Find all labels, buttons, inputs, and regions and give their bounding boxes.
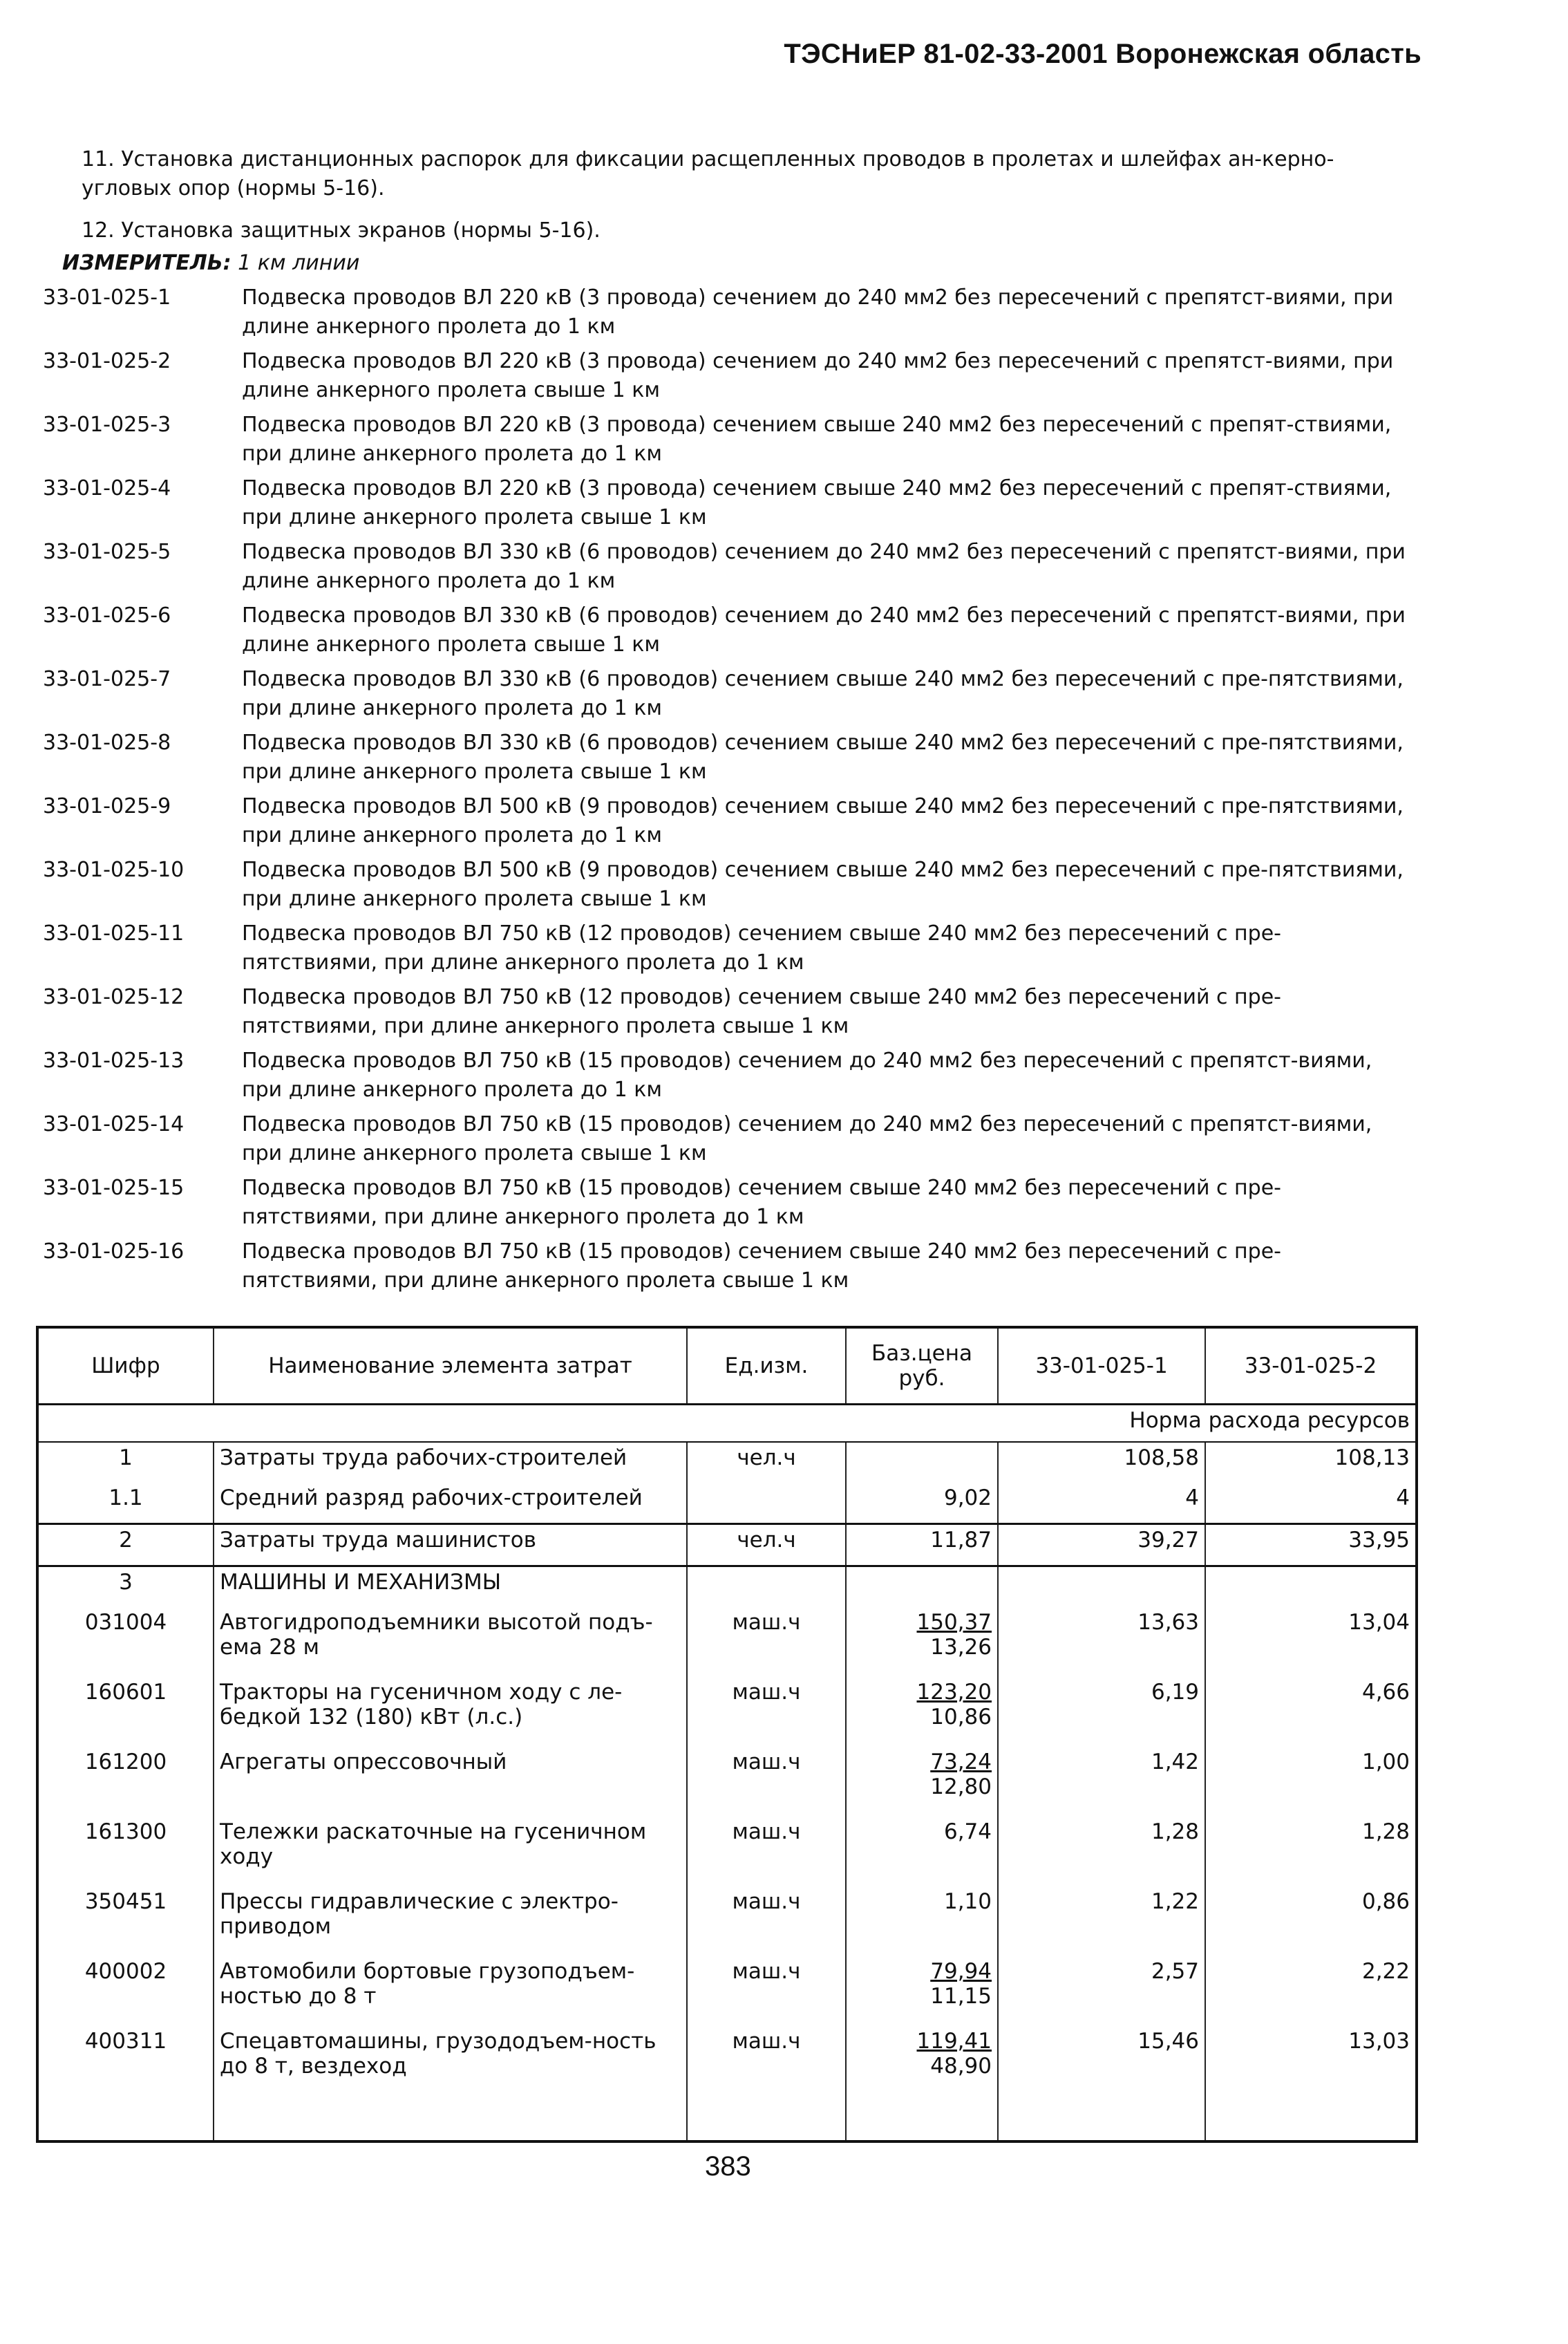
price-current: 119,41 bbox=[916, 2029, 992, 2054]
code-description: Подвеска проводов ВЛ 330 кВ (6 проводов) сечением свыше 240 мм2 без пересечений с пре-пятствиями, при длине анкерного пролета свыше 1 км bbox=[242, 731, 1404, 784]
cell-value-1: 6,19 bbox=[998, 1677, 1205, 1747]
cell-value-2: 108,13 bbox=[1205, 1442, 1417, 1483]
code-item bbox=[43, 347, 1411, 405]
cell-name: Затраты труда машинистов bbox=[214, 1524, 687, 1566]
code-id: 33-01-025-9 bbox=[43, 794, 171, 818]
cell-code: 1.1 bbox=[37, 1483, 214, 1524]
cell-value-2: 4 bbox=[1205, 1483, 1417, 1524]
cell-value-2: 1,28 bbox=[1205, 1817, 1417, 1886]
code-description: Подвеска проводов ВЛ 330 кВ (6 проводов) сечением до 240 мм2 без пересечений с препятст-виями, при длине анкерного пролета свыше 1 км bbox=[242, 603, 1406, 657]
table-filler-row bbox=[37, 2096, 1417, 2141]
page-number: 383 bbox=[705, 2151, 751, 2182]
cell-name: Автомобили бортовые грузоподъем-ностью до 8 т bbox=[214, 1956, 687, 2026]
cell-unit: маш.ч bbox=[687, 1747, 846, 1817]
cell-code: 160601 bbox=[37, 1677, 214, 1747]
cell-code: 031004 bbox=[37, 1607, 214, 1677]
code-item bbox=[43, 1110, 1411, 1168]
filler-cell bbox=[998, 2096, 1205, 2141]
cell-name: Автогидроподъемники высотой подъ-ема 28 м bbox=[214, 1607, 687, 1677]
table-row bbox=[37, 1747, 1417, 1817]
code-item bbox=[43, 1047, 1411, 1105]
code-list bbox=[43, 283, 1411, 1301]
intro-item-12 bbox=[82, 216, 1395, 245]
cell-name: Прессы гидравлические с электро-приводом bbox=[214, 1886, 687, 1956]
norm-row bbox=[37, 1405, 1417, 1443]
table-row bbox=[37, 1817, 1417, 1886]
cell-price bbox=[846, 1566, 998, 1608]
cell-unit: маш.ч bbox=[687, 1817, 846, 1886]
price-base: 6,74 bbox=[943, 1819, 992, 1844]
code-item bbox=[43, 538, 1411, 596]
price-base: 11,15 bbox=[930, 1984, 992, 2009]
cell-code: 161300 bbox=[37, 1817, 214, 1886]
code-item bbox=[43, 411, 1411, 469]
code-id: 33-01-025-5 bbox=[43, 540, 171, 564]
cell-price bbox=[846, 1747, 998, 1817]
cell-code: 400002 bbox=[37, 1956, 214, 2026]
cell-name: Тележки раскаточные на гусеничном ходу bbox=[214, 1817, 687, 1886]
filler-cell bbox=[37, 2096, 214, 2141]
table-row bbox=[37, 1566, 1417, 1608]
cell-price bbox=[846, 1442, 998, 1483]
code-description: Подвеска проводов ВЛ 750 кВ (12 проводов) сечением свыше 240 мм2 без пересечений с пре-пятствиями, при длине анкерного пролета до 1 км bbox=[242, 921, 1281, 975]
code-description: Подвеска проводов ВЛ 500 кВ (9 проводов) сечением свыше 240 мм2 без пересечений с пре-пятствиями, при длине анкерного пролета до 1 км bbox=[242, 794, 1404, 847]
table-header-row bbox=[37, 1327, 1417, 1405]
cell-unit: маш.ч bbox=[687, 1607, 846, 1677]
table-row bbox=[37, 1442, 1417, 1483]
cell-name: МАШИНЫ И МЕХАНИЗМЫ bbox=[214, 1566, 687, 1608]
filler-cell bbox=[214, 2096, 687, 2141]
code-id: 33-01-025-8 bbox=[43, 731, 171, 755]
code-description: Подвеска проводов ВЛ 330 кВ (6 проводов) сечением до 240 мм2 без пересечений с препятст-виями, при длине анкерного пролета до 1 км bbox=[242, 540, 1406, 593]
cell-value-1: 2,57 bbox=[998, 1956, 1205, 2026]
code-description: Подвеска проводов ВЛ 750 кВ (15 проводов) сечением свыше 240 мм2 без пересечений с пре-пятствиями, при длине анкерного пролета до 1 км bbox=[242, 1176, 1281, 1229]
price-base: 12,80 bbox=[930, 1774, 992, 1799]
code-id: 33-01-025-13 bbox=[43, 1049, 185, 1073]
cell-value-1: 15,46 bbox=[998, 2026, 1205, 2096]
header-col-2: 33-01-025-2 bbox=[1205, 1327, 1417, 1405]
code-id: 33-01-025-12 bbox=[43, 985, 185, 1009]
cell-value-2: 2,22 bbox=[1205, 1956, 1417, 2026]
cell-value-1: 1,22 bbox=[998, 1886, 1205, 1956]
code-description: Подвеска проводов ВЛ 750 кВ (15 проводов) сечением свыше 240 мм2 без пересечений с пре-пятствиями, при длине анкерного пролета свыше 1 км bbox=[242, 1239, 1281, 1293]
code-item bbox=[43, 919, 1411, 977]
cell-name: Агрегаты опрессовочный bbox=[214, 1747, 687, 1817]
cell-code: 3 bbox=[37, 1566, 214, 1608]
cell-code: 350451 bbox=[37, 1886, 214, 1956]
code-id: 33-01-025-16 bbox=[43, 1239, 185, 1264]
cell-unit: чел.ч bbox=[687, 1442, 846, 1483]
intro-item-11 bbox=[82, 145, 1395, 203]
code-id: 33-01-025-2 bbox=[43, 349, 171, 373]
code-description: Подвеска проводов ВЛ 750 кВ (15 проводов) сечением до 240 мм2 без пересечений с препятст-виями, при длине анкерного пролета свыше 1 км bbox=[242, 1112, 1372, 1165]
code-id: 33-01-025-3 bbox=[43, 413, 171, 437]
cell-value-2: 4,66 bbox=[1205, 1677, 1417, 1747]
code-id: 33-01-025-10 bbox=[43, 858, 185, 882]
header-code: Шифр bbox=[37, 1327, 214, 1405]
price-base: 9,02 bbox=[943, 1485, 992, 1510]
cell-price bbox=[846, 1886, 998, 1956]
cell-price bbox=[846, 1956, 998, 2026]
code-id: 33-01-025-14 bbox=[43, 1112, 185, 1136]
table-row bbox=[37, 1677, 1417, 1747]
cell-price bbox=[846, 2026, 998, 2096]
cell-unit: маш.ч bbox=[687, 1886, 846, 1956]
filler-cell bbox=[1205, 2096, 1417, 2141]
cell-code: 161200 bbox=[37, 1747, 214, 1817]
code-description: Подвеска проводов ВЛ 220 кВ (3 провода) сечением свыше 240 мм2 без пересечений с препят-ствиями, при длине анкерного пролета до 1 км bbox=[242, 413, 1392, 466]
cell-code: 1 bbox=[37, 1442, 214, 1483]
code-id: 33-01-025-6 bbox=[43, 603, 171, 628]
cell-value-1 bbox=[998, 1566, 1205, 1608]
cell-unit: маш.ч bbox=[687, 2026, 846, 2096]
filler-cell bbox=[687, 2096, 846, 2141]
cell-unit: маш.ч bbox=[687, 1677, 846, 1747]
filler-cell bbox=[846, 2096, 998, 2141]
header-col-1: 33-01-025-1 bbox=[998, 1327, 1205, 1405]
table-row bbox=[37, 1956, 1417, 2026]
cell-value-2: 0,86 bbox=[1205, 1886, 1417, 1956]
cell-value-2 bbox=[1205, 1566, 1417, 1608]
code-item bbox=[43, 792, 1411, 850]
price-base: 13,26 bbox=[930, 1635, 992, 1660]
header-price: Баз.цена руб. bbox=[846, 1327, 998, 1405]
intro-text: 11. Установка дистанционных распорок для фиксации расщепленных проводов в пролетах и шлейфах ан-керно-угловых опор (нормы 5-16). bbox=[82, 147, 1334, 200]
code-description: Подвеска проводов ВЛ 500 кВ (9 проводов) сечением свыше 240 мм2 без пересечений с пре-пятствиями, при длине анкерного пролета свыше 1 км bbox=[242, 858, 1404, 911]
cell-code: 400311 bbox=[37, 2026, 214, 2096]
header-unit: Ед.изм. bbox=[687, 1327, 846, 1405]
code-id: 33-01-025-15 bbox=[43, 1176, 185, 1200]
cell-price bbox=[846, 1607, 998, 1677]
table-row bbox=[37, 1886, 1417, 1956]
cell-price bbox=[846, 1817, 998, 1886]
code-id: 33-01-025-1 bbox=[43, 285, 171, 310]
table-row bbox=[37, 2026, 1417, 2096]
code-item bbox=[43, 601, 1411, 659]
cell-name: Средний разряд рабочих-строителей bbox=[214, 1483, 687, 1524]
cell-unit bbox=[687, 1566, 846, 1608]
code-item bbox=[43, 283, 1411, 341]
code-id: 33-01-025-11 bbox=[43, 921, 185, 946]
cell-value-1: 4 bbox=[998, 1483, 1205, 1524]
table-row bbox=[37, 1607, 1417, 1677]
cell-code: 2 bbox=[37, 1524, 214, 1566]
cell-name: Затраты труда рабочих-строителей bbox=[214, 1442, 687, 1483]
measurement-unit bbox=[62, 251, 359, 275]
code-item bbox=[43, 1174, 1411, 1232]
code-item bbox=[43, 983, 1411, 1041]
code-id: 33-01-025-4 bbox=[43, 476, 171, 500]
meter-label: ИЗМЕРИТЕЛЬ: bbox=[62, 251, 232, 275]
cell-price bbox=[846, 1483, 998, 1524]
code-description: Подвеска проводов ВЛ 220 кВ (3 провода) сечением свыше 240 мм2 без пересечений с препят-ствиями, при длине анкерного пролета свыше 1 км bbox=[242, 476, 1392, 529]
cell-value-2: 13,03 bbox=[1205, 2026, 1417, 2096]
table-row bbox=[37, 1483, 1417, 1524]
meter-value: 1 км линии bbox=[238, 251, 360, 275]
cell-value-1: 1,28 bbox=[998, 1817, 1205, 1886]
table-row bbox=[37, 1524, 1417, 1566]
code-description: Подвеска проводов ВЛ 220 кВ (3 провода) сечением до 240 мм2 без пересечений с препятст-виями, при длине анкерного пролета до 1 км bbox=[242, 285, 1394, 339]
cell-unit bbox=[687, 1483, 846, 1524]
price-current: 123,20 bbox=[916, 1680, 992, 1705]
price-base: 10,86 bbox=[930, 1705, 992, 1729]
price-current: 79,94 bbox=[930, 1959, 992, 1984]
price-current: 73,24 bbox=[930, 1750, 992, 1774]
cell-name: Тракторы на гусеничном ходу с ле-бедкой 132 (180) кВт (л.с.) bbox=[214, 1677, 687, 1747]
document-header: ТЭСНиЕР 81-02-33-2001 Воронежская область bbox=[784, 39, 1421, 69]
code-description: Подвеска проводов ВЛ 750 кВ (12 проводов) сечением свыше 240 мм2 без пересечений с пре-пятствиями, при длине анкерного пролета свыше 1 км bbox=[242, 985, 1281, 1038]
code-item bbox=[43, 729, 1411, 787]
code-item bbox=[43, 474, 1411, 532]
price-current: 150,37 bbox=[916, 1610, 992, 1635]
intro-text: 12. Установка защитных экранов (нормы 5-16). bbox=[82, 218, 601, 243]
cell-value-1: 108,58 bbox=[998, 1442, 1205, 1483]
code-item bbox=[43, 1237, 1411, 1295]
cell-unit: чел.ч bbox=[687, 1524, 846, 1566]
cell-value-2: 13,04 bbox=[1205, 1607, 1417, 1677]
code-description: Подвеска проводов ВЛ 220 кВ (3 провода) сечением до 240 мм2 без пересечений с препятст-виями, при длине анкерного пролета свыше 1 км bbox=[242, 349, 1394, 402]
cell-price bbox=[846, 1524, 998, 1566]
cell-value-1: 39,27 bbox=[998, 1524, 1205, 1566]
price-base: 1,10 bbox=[943, 1889, 992, 1914]
code-description: Подвеска проводов ВЛ 330 кВ (6 проводов) сечением свыше 240 мм2 без пересечений с пре-пятствиями, при длине анкерного пролета до 1 км bbox=[242, 667, 1404, 720]
cell-value-1: 1,42 bbox=[998, 1747, 1205, 1817]
code-item bbox=[43, 665, 1411, 723]
cell-unit: маш.ч bbox=[687, 1956, 846, 2026]
cell-name: Спецавтомашины, грузододъем-ность до 8 т, вездеход bbox=[214, 2026, 687, 2096]
price-base: 48,90 bbox=[930, 2054, 992, 2079]
norm-label: Норма расхода ресурсов bbox=[37, 1405, 1417, 1443]
price-base: 11,87 bbox=[930, 1528, 992, 1553]
cell-price bbox=[846, 1677, 998, 1747]
code-description: Подвеска проводов ВЛ 750 кВ (15 проводов) сечением до 240 мм2 без пересечений с препятст-виями, при длине анкерного пролета до 1 км bbox=[242, 1049, 1372, 1102]
cell-value-1: 13,63 bbox=[998, 1607, 1205, 1677]
header-name: Наименование элемента затрат bbox=[214, 1327, 687, 1405]
code-item bbox=[43, 856, 1411, 914]
code-id: 33-01-025-7 bbox=[43, 667, 171, 691]
cell-value-2: 33,95 bbox=[1205, 1524, 1417, 1566]
cell-value-2: 1,00 bbox=[1205, 1747, 1417, 1817]
resource-table bbox=[36, 1326, 1418, 2143]
